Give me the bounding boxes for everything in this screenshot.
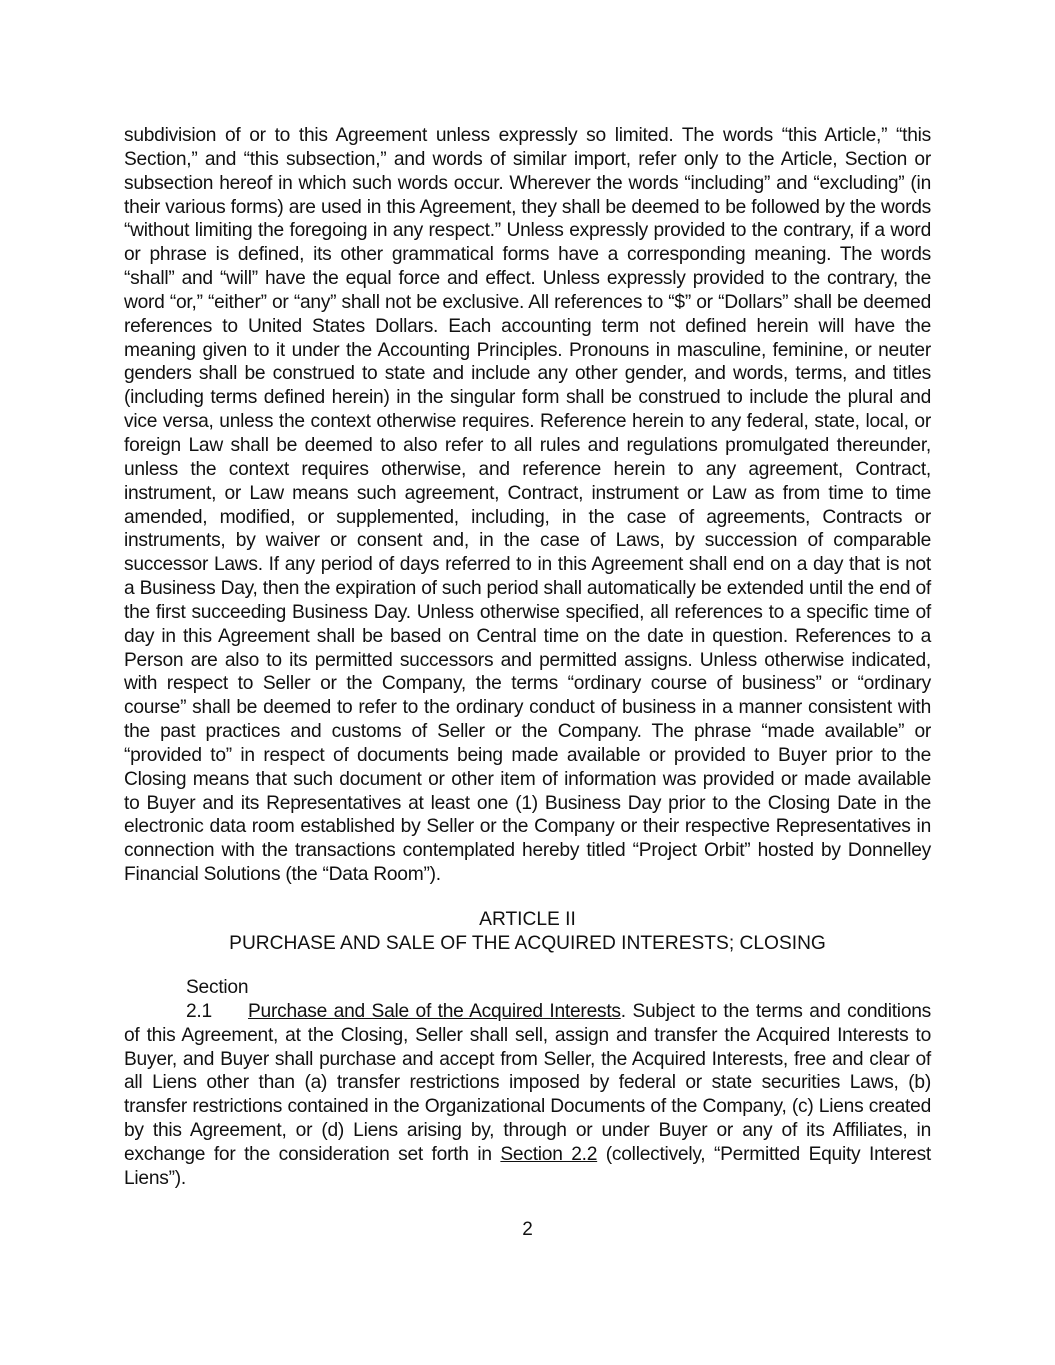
section-2-1-paragraph — [124, 976, 931, 1191]
section-body-text: . Subject to the terms and conditions of this Agreement, at the Closing, Seller shall sell, assign and transfer the Acquired Interests to Buyer, and Buyer shall purchase and accept from Seller, the Acquired Interests, free and clear of all Liens other than (a) transfer restrictions imposed by federal or state securities Laws, (b) transfer restrictions contained in the Organizational Documents of the Company, (c) Liens created by this Agreement, or (d) Liens arising by, through or under Buyer or any of its Affiliates, in exchange for the consideration set forth in — [124, 1000, 932, 1165]
section-heading: Purchase and Sale of the Acquired Interests — [248, 1000, 621, 1022]
section-number: Section 2.1 — [186, 977, 249, 1022]
document-page — [124, 124, 931, 1191]
article-title: PURCHASE AND SALE OF THE ACQUIRED INTERESTS; CLOSING — [229, 933, 826, 954]
section-closing-text: (collectively, “Permitted Equity Interest Liens”). — [124, 1143, 931, 1189]
article-heading — [124, 908, 931, 956]
article-number: ARTICLE II — [479, 909, 576, 930]
page-number: 2 — [522, 1219, 533, 1240]
interpretation-paragraph: subdivision of or to this Agreement unless expressly so limited. The words “this Article,” “this Section,” and “this subsection,” and words of similar import, refer only to the Article, Section or subsection hereof in which such words occur. Wherever the words “including” and “excluding” (in their various forms) are used in this Agreement, they shall be deemed to be followed by the words “without limiting the foregoing in any respect.” Unless expressly provided to the contrary, if a word or phrase is defined, its other grammatical forms have a corresponding meaning. The words “shall” and “will” have the equal force and effect. Unless expressly provided to the contrary, the word “or,” “either” or “any” shall not be exclusive. All references to “$” or “Dollars” shall be deemed references to United States Dollars. Each accounting term not defined herein will have the meaning given to it under the Accounting Principles. Pronouns in masculine, feminine, or neuter genders shall be construed to state and include any other gender, and words, terms, and titles (including terms defined herein) in the singular form shall be construed to include the plural and vice versa, unless the context otherwise requires. Reference herein to any federal, state, local, or foreign Law shall be deemed to also refer to all rules and regulations promulgated thereunder, unless the context requires otherwise, and reference herein to any agreement, Contract, instrument, or Law means such agreement, Contract, instrument or Law as from time to time amended, modified, or supplemented, including, in the case of agreements, Contracts or instruments, by waiver or consent and, in the case of Laws, by succession of comparable successor Laws. If any period of days referred to in this Agreement shall end on a day that is not a Business Day, then the expiration of such period shall automatically be extended until the end of the first succeeding Business Day. Unless otherwise specified, all references to a specific time of day in this Agreement shall be based on Central time on the date in question. References to a Person are also to its permitted successors and permitted assigns. Unless otherwise indicated, with respect to Seller or the Company, the terms “ordinary course of business” or “ordinary course” shall be deemed to refer to the ordinary conduct of business in a manner consistent with the past practices and customs of Seller or the Company. The phrase “made available” or “provided to” in respect of documents being made available or provided to Buyer prior to the Closing means that such document or other item of information was provided or made available to Buyer and its Representatives at least one (1) Business Day prior to the Closing Date in the electronic data room established by Seller or the Company or their respective Representatives in connection with the transactions contemplated hereby titled “Project Orbit” hosted by Donnelley Financial Solutions (the “Data Room”). — [124, 125, 931, 886]
section-cross-reference: Section 2.2 — [500, 1143, 598, 1165]
